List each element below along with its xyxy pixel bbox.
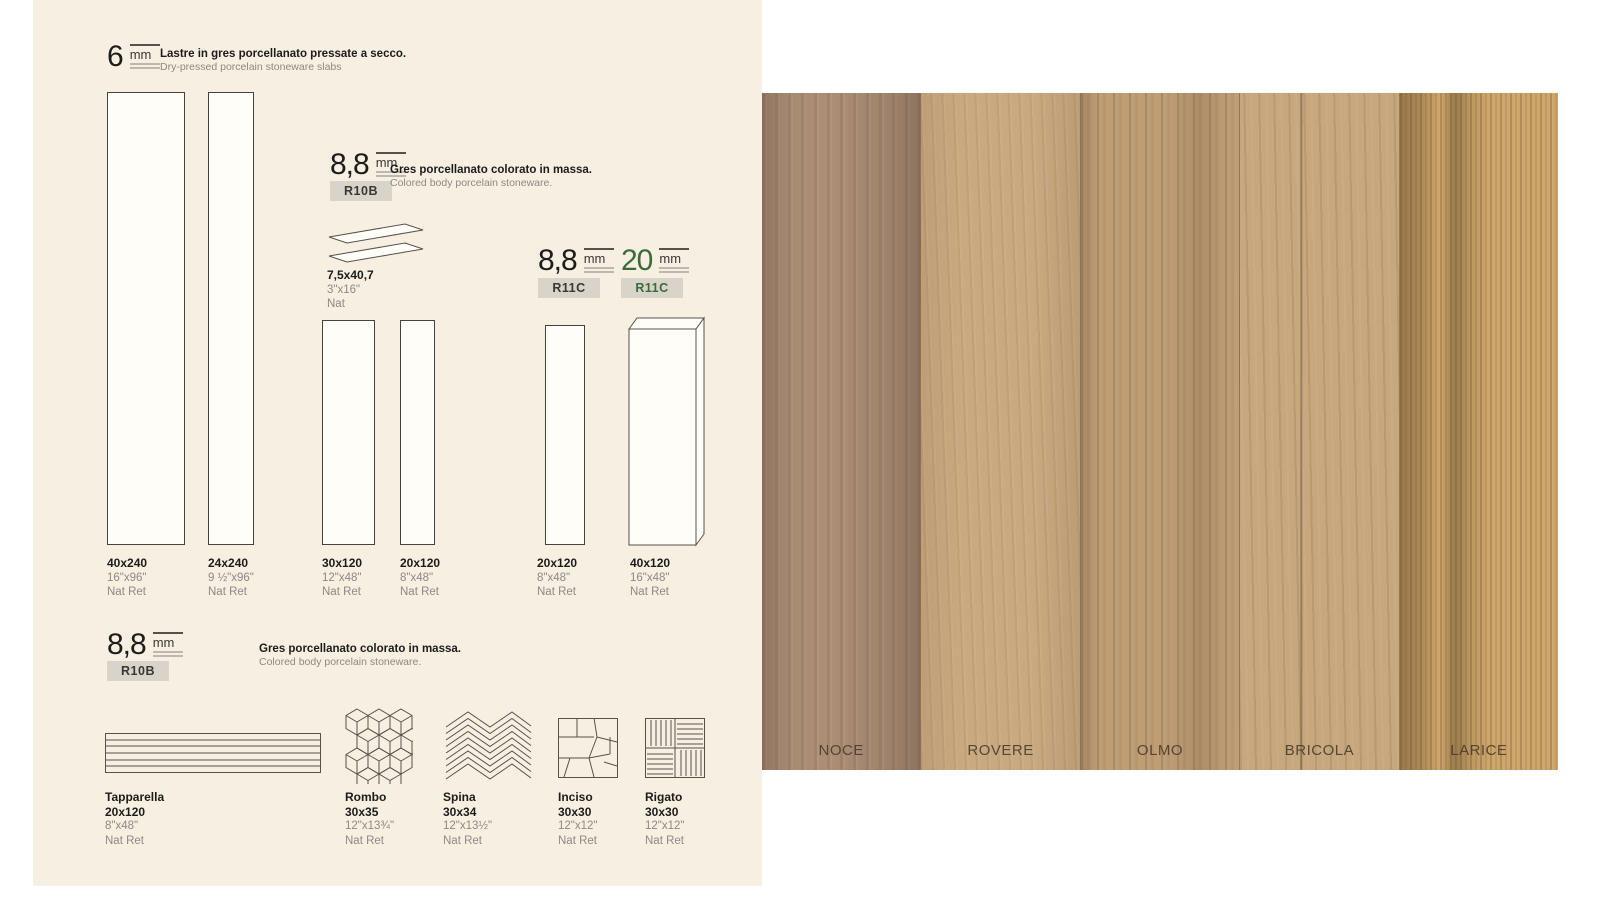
format-label [630,556,670,600]
description-italian: Gres porcellanato colorato in massa. [390,164,592,176]
swatch-larice [1399,93,1558,770]
decor-finish: Nat Ret [558,834,597,847]
decor-label [645,790,685,848]
decor-size: 30x30 [558,804,592,819]
format-inches: 3"x16" [327,283,361,296]
thickness-value: 20 [621,244,653,277]
decor-rigato-drawing [645,718,705,778]
mm-gauge-icon [153,630,183,657]
section-description [160,47,460,74]
thickness-value: 8,8 [107,628,146,661]
swatch-name: BRICOLA [1284,742,1355,759]
unit-label: mm [583,251,606,266]
wood-swatch-image [762,93,1558,770]
mm-gauge-icon [659,246,689,273]
swatch-olmo [1080,93,1239,770]
format-label [322,556,362,600]
thickness-20mm-r11c [621,246,689,276]
format-finish: Nat Ret [400,586,439,598]
decor-label [558,790,598,848]
slip-rating-badge: R10B [107,661,169,681]
slip-rating-badge: R10B [330,181,392,201]
decor-inches: 12"x12" [645,820,685,832]
format-inches: 8"x48" [537,571,571,584]
swatch-name: OLMO [1136,742,1184,759]
format-size: 40x120 [630,556,671,570]
format-finish: Nat Ret [107,586,146,598]
decor-label [345,790,394,848]
slip-rating-badge: R11C [621,278,683,298]
decor-finish: Nat Ret [645,834,684,847]
format-label [327,268,374,312]
tile-24x240 [208,92,254,545]
format-label [208,556,254,600]
swatch-rovere [920,93,1079,770]
description-english: Colored body porcelain stoneware. [390,177,553,189]
decor-rombo-drawing [345,708,413,784]
thickness-value: 8,8 [538,244,577,277]
chevron-tile-drawing [327,222,425,264]
swatch-name: NOCE [818,742,864,759]
description-italian: Lastre in gres porcellanato pressate a secco. [160,48,407,60]
decor-size: 20x120 [105,804,146,819]
thickness-88mm-r11c [538,246,614,276]
decor-label [443,790,492,848]
thickness-88mm-decors [107,630,183,660]
format-finish: Nat Ret [630,586,669,598]
tile-30x120 [322,320,375,545]
tile-20x120 [400,320,435,545]
swatch-noce [762,93,920,770]
format-inches: 9 ½"x96" [208,571,254,584]
decor-name: Tapparella [105,790,165,804]
format-inches: 16"x96" [107,571,147,584]
tile-40x120-20mm-drawing [628,315,708,548]
decor-name: Spina [443,790,476,804]
unit-label: mm [129,47,152,62]
decor-finish: Nat Ret [345,834,384,847]
decor-finish: Nat Ret [105,834,144,847]
format-size: 20x120 [400,556,441,570]
description-italian: Gres porcellanato colorato in massa. [259,643,461,655]
mm-gauge-icon [130,42,160,69]
decor-inches: 12"x12" [558,820,598,832]
unit-label: mm [152,635,175,650]
thickness-6mm [107,42,160,72]
swatch-bricola [1239,93,1398,770]
thickness-value: 6 [107,40,123,73]
decor-inches: 8"x48" [105,820,139,832]
format-label [537,556,577,600]
format-size: 30x120 [322,556,363,570]
decor-size: 30x35 [345,804,379,819]
format-finish: Nat [327,298,345,310]
decor-spina-drawing [443,710,533,782]
format-inches: 12"x48" [322,571,362,584]
decor-name: Rigato [645,790,683,804]
decor-inches: 12"x13½" [443,820,493,832]
format-size: 20x120 [537,556,578,570]
tile-20x120-r11c [545,325,585,545]
format-label [400,556,440,600]
decor-size: 30x34 [443,804,477,819]
decor-size: 30x30 [645,804,679,819]
unit-label: mm [659,251,682,266]
format-inches: 16"x48" [630,571,670,584]
decor-inciso-drawing [558,718,618,778]
decor-name: Rombo [345,790,387,804]
format-size: 24x240 [208,556,249,570]
swatch-name: ROVERE [967,742,1034,759]
tile-40x240 [107,92,185,545]
swatch-name: LARICE [1450,742,1508,759]
format-finish: Nat Ret [322,586,361,598]
section-description [259,642,519,669]
decor-inches: 12"x13¾" [345,820,395,832]
mm-gauge-icon [584,246,614,273]
decor-label [105,790,164,848]
unit-label: mm [375,155,398,170]
description-english: Dry-pressed porcelain stoneware slabs [160,61,342,73]
section-description [390,163,650,190]
decor-finish: Nat Ret [443,834,482,847]
decor-name: Inciso [558,790,593,804]
format-finish: Nat Ret [208,586,247,598]
format-label [107,556,147,600]
thickness-value: 8,8 [330,148,369,181]
slip-rating-badge: R11C [538,278,600,298]
description-english: Colored body porcelain stoneware. [259,656,422,668]
spec-panel [33,0,762,886]
format-finish: Nat Ret [537,586,576,598]
format-inches: 8"x48" [400,571,434,584]
format-size: 40x240 [107,556,148,570]
decor-tapparella-drawing [105,733,321,773]
format-size: 7,5x40,7 [327,268,374,282]
